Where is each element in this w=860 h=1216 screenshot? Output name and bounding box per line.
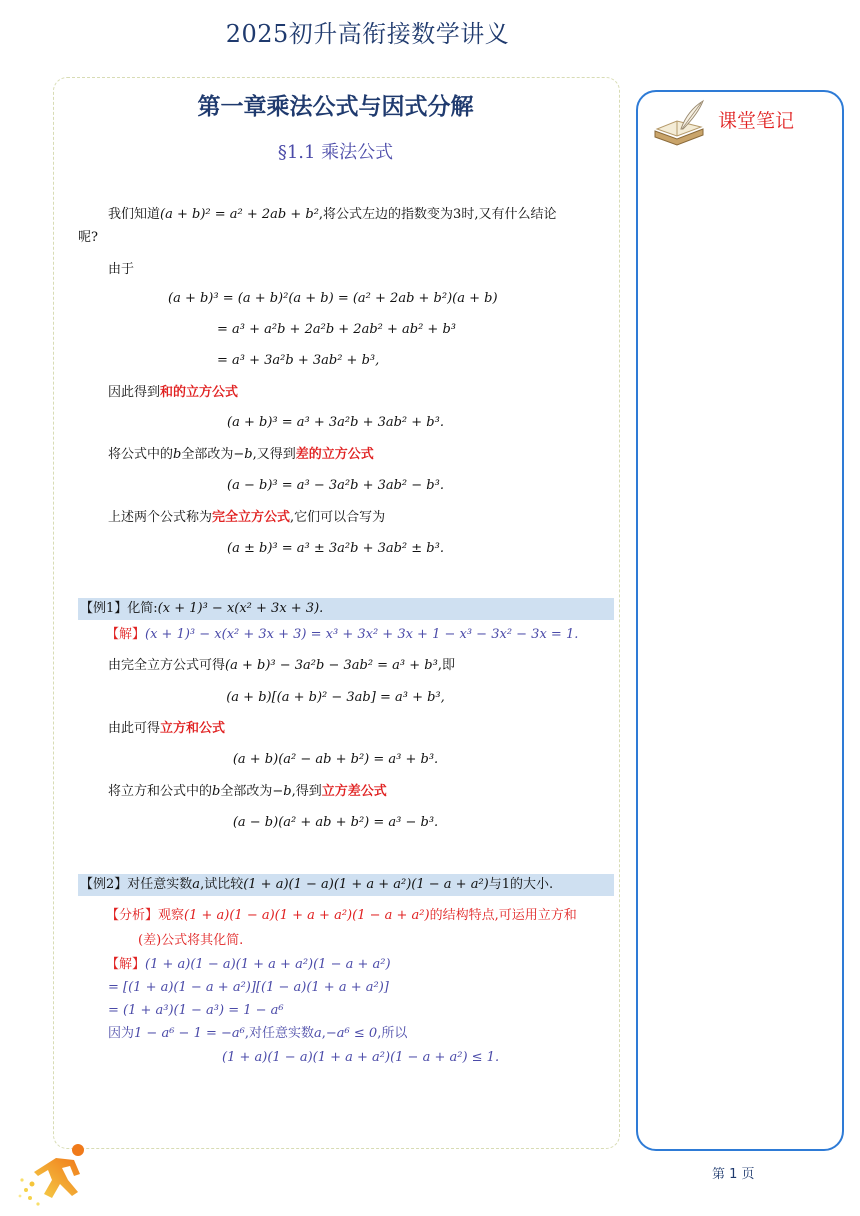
var-a: a	[314, 1026, 322, 1041]
example-1-line-3	[108, 720, 225, 738]
derivation-line-3: = a³ + 3a²b + 3ab² + b³,	[217, 353, 380, 368]
derivation-line-1: (a + b)³ = (a + b)²(a + b) = (a² + 2ab + b²)(a + b)	[168, 291, 498, 306]
solution-label: 【解】	[106, 627, 146, 642]
since-text: 由于	[108, 262, 135, 277]
term-diff-cube: 差的立方公式	[295, 447, 374, 462]
formula-pm-cube: (a ± b)³ = a³ ± 3a²b + 3ab² ± b³.	[227, 541, 444, 556]
formula-sum-cube: (a + b)³ = a³ + 3a²b + 3ab² + b³.	[227, 415, 444, 430]
example-2-solution-4	[108, 1025, 407, 1043]
document-header-title: 2025初升高衔接数学讲义	[225, 20, 510, 48]
class-notes-title: 课堂笔记	[718, 110, 795, 132]
example-1-text: 化简:	[127, 601, 158, 616]
quill-book-icon	[651, 99, 707, 147]
combine-text: 上述两个公式称为	[108, 510, 213, 525]
var-b: b	[212, 784, 221, 799]
example-2-analysis	[106, 907, 577, 925]
hence-text: 因此得到	[108, 385, 161, 400]
intro-line-2: 呢?	[78, 230, 98, 245]
chapter-title: 第一章乘法公式与因式分解	[197, 94, 474, 120]
replace-text: 将公式中的	[108, 447, 174, 462]
example-2-text: ,试比较	[200, 877, 244, 892]
solution-formula: 1 − a⁶ − 1 = −a⁶	[134, 1026, 245, 1041]
hence-line	[108, 384, 238, 402]
runner-icon	[16, 1140, 96, 1212]
page-number: 第 1 页	[712, 1167, 755, 1182]
square-formula: (a + b)² = a² + 2ab + b²	[160, 207, 319, 222]
line-text: ,即	[437, 658, 455, 673]
example-1-line-4	[108, 783, 387, 801]
line-text: 由此可得	[108, 721, 161, 736]
term-full-cube: 完全立方公式	[212, 510, 291, 525]
line-formula: (a + b)³ − 3a²b − 3ab² = a³ + b³	[225, 658, 438, 673]
replace-text: ,又得到	[252, 447, 296, 462]
var-neg-b: −b	[272, 784, 292, 799]
analysis-line-2: (差)公式将其化简.	[138, 933, 244, 948]
example-2-solution-3: = (1 + a³)(1 − a³) = 1 − a⁶	[108, 1003, 284, 1018]
line-text: ,得到	[291, 784, 322, 799]
solution-formula: −a⁶ ≤ 0	[325, 1026, 378, 1041]
intro-text: ,将公式左边的指数变为3时,又有什么结论	[318, 207, 557, 222]
example-1-formula: (x + 1)³ − x(x² + 3x + 3).	[157, 601, 324, 616]
example-2-solution-1	[106, 956, 391, 974]
intro-text: 我们知道	[108, 207, 161, 222]
line-text: 全部改为	[220, 784, 273, 799]
example-1-solution	[106, 626, 578, 644]
intro-line-1	[108, 206, 556, 224]
solution-text: ,	[321, 1026, 326, 1041]
example-2-text: 与1的大小.	[488, 877, 554, 892]
solution-text: ,对任意实数	[244, 1026, 314, 1041]
combine-line	[108, 509, 385, 527]
section-title: §1.1 乘法公式	[277, 142, 394, 163]
example-2-formula: (1 + a)(1 − a)(1 + a + a²)(1 − a + a²)	[243, 877, 489, 892]
term-sum-cube: 和的立方公式	[160, 385, 239, 400]
analysis-formula: (1 + a)(1 − a)(1 + a + a²)(1 − a + a²)	[184, 908, 430, 923]
formula-cube-sum-step: (a + b)[(a + b)² − 3ab] = a³ + b³,	[226, 690, 445, 705]
formula-cube-diff: (a − b)(a² + ab + b²) = a³ − b³.	[232, 815, 439, 830]
example-2-solution-2: = [(1 + a)(1 − a + a²)][(1 − a)(1 + a + a²)]	[108, 980, 389, 995]
solution-label: 【解】	[106, 957, 146, 972]
example-2-text: 对任意实数	[127, 877, 193, 892]
solution-text: ,所以	[377, 1026, 408, 1041]
line-text: 将立方和公式中的	[108, 784, 213, 799]
example-1-question	[80, 598, 323, 620]
solution-text: 因为	[108, 1026, 135, 1041]
analysis-label: 【分析】	[106, 908, 159, 923]
term-cube-diff: 立方差公式	[321, 784, 387, 799]
example-1-label: 【例1】	[80, 601, 128, 616]
example-2-label: 【例2】	[80, 877, 128, 892]
analysis-text: 的结构特点,可运用立方和	[429, 908, 577, 923]
formula-cube-sum: (a + b)(a² − ab + b²) = a³ + b³.	[232, 752, 439, 767]
replace-line	[108, 446, 374, 464]
example-2-question	[80, 874, 553, 896]
example-1-line-2	[108, 657, 455, 675]
class-notes-panel	[636, 90, 844, 1151]
var-neg-b: −b	[233, 447, 253, 462]
solution-formula: (x + 1)³ − x(x² + 3x + 3) = x³ + 3x² + 3x + 1 − x³ − 3x² − 3x = 1.	[145, 627, 579, 642]
combine-text: ,它们可以合写为	[290, 510, 386, 525]
replace-text: 全部改为	[181, 447, 234, 462]
example-2-conclusion: (1 + a)(1 − a)(1 + a + a²)(1 − a + a²) ≤ 1.	[222, 1050, 500, 1065]
term-cube-sum: 立方和公式	[160, 721, 226, 736]
solution-formula: (1 + a)(1 − a)(1 + a + a²)(1 − a + a²)	[145, 957, 391, 972]
var-a: a	[192, 877, 201, 892]
derivation-line-2: = a³ + a²b + 2a²b + 2ab² + ab² + b³	[217, 322, 456, 337]
line-text: 由完全立方公式可得	[108, 658, 226, 673]
var-b: b	[173, 447, 182, 462]
analysis-text: 观察	[158, 908, 185, 923]
formula-diff-cube: (a − b)³ = a³ − 3a²b + 3ab² − b³.	[227, 478, 444, 493]
